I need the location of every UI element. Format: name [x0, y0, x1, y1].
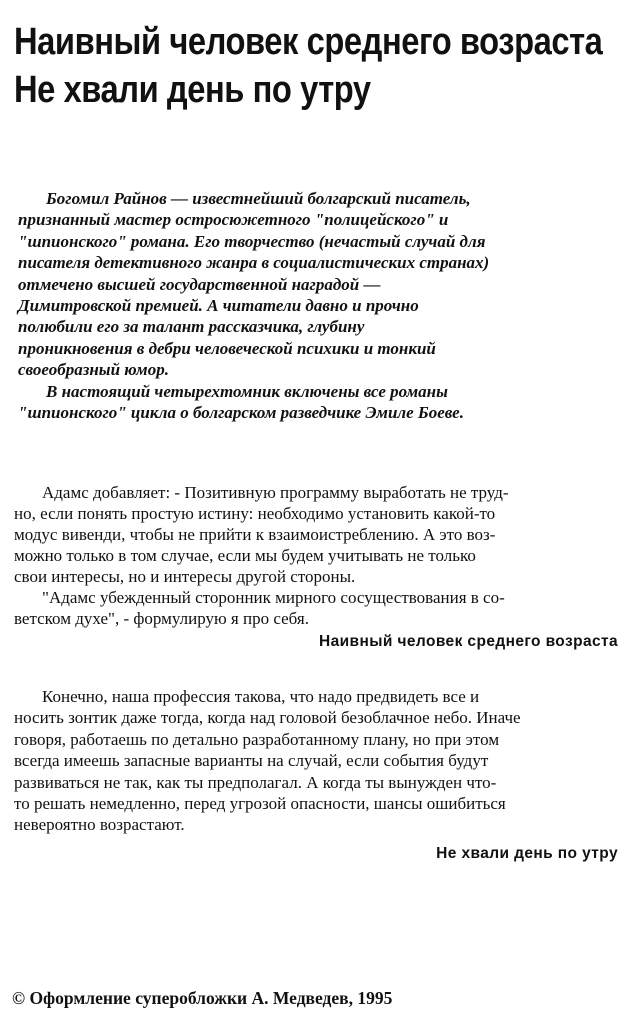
- annotation-block: [18, 188, 618, 423]
- title-line-1: Наивный человек среднего возраста: [14, 21, 603, 63]
- excerpt-2-source: Не хвали день по утру: [436, 844, 618, 862]
- title-line-2: Не хвали день по утру: [14, 69, 371, 111]
- excerpt-2-paragraph-1: Конечно, наша профессия такова, что надо предвидеть все и носить зонтик даже тогда, когда над головой безоблачное небо. Иначе говоря, работаешь по детально разработанному плану, но при этом всегда имеешь запасные варианты на случай, если события будут развиваться не так, как ты предполагал. А когда ты вынужден что- то решать немедленно, перед угрозой опасности, шансы ошибиться невероятно возрастают.: [14, 687, 521, 835]
- excerpt-1-source: Наивный человек среднего возраста: [318, 633, 618, 650]
- excerpt-1-paragraph-2: "Адамс убежденный сторонник мирного сосуществования в со- ветском духе", - формулирую я про себя.: [14, 588, 505, 628]
- excerpt-1-paragraph-1: Адамс добавляет: - Позитивную программу выработать не труд- но, если понять простую истину: необходимо установить какой-то модус вивенди, чтобы не прийти к взаимоистреблению. А это воз- можно только в том случае, если мы будем учитывать не только свои интересы, но и интересы другой стороны.: [14, 483, 509, 586]
- excerpt-2: [14, 686, 618, 866]
- annotation-paragraph-1: Богомил Райнов — известнейший болгарский писатель, признанный мастер остросюжетного "полицейского" и "шпионского" романа. Его творчество (нечастый случай для писателя детективного жанра в социалистических странах) отмечено высшей государственной наградой — Димитровской премией. А читатели давно и прочно полюбили его за талант рассказчика, глубину проникновения в дебри человеческой психики и тонкий своеобразный юмор.: [18, 189, 490, 380]
- annotation-paragraph-2: В настоящий четырехтомник включены все романы "шпионского" цикла о болгарском разведчике Эмиле Боеве.: [18, 381, 464, 423]
- book-titles: [14, 18, 624, 114]
- cover-design-credit: © Оформление суперобложки А. Медведев, 1995: [12, 988, 393, 1008]
- excerpt-1: [14, 482, 618, 654]
